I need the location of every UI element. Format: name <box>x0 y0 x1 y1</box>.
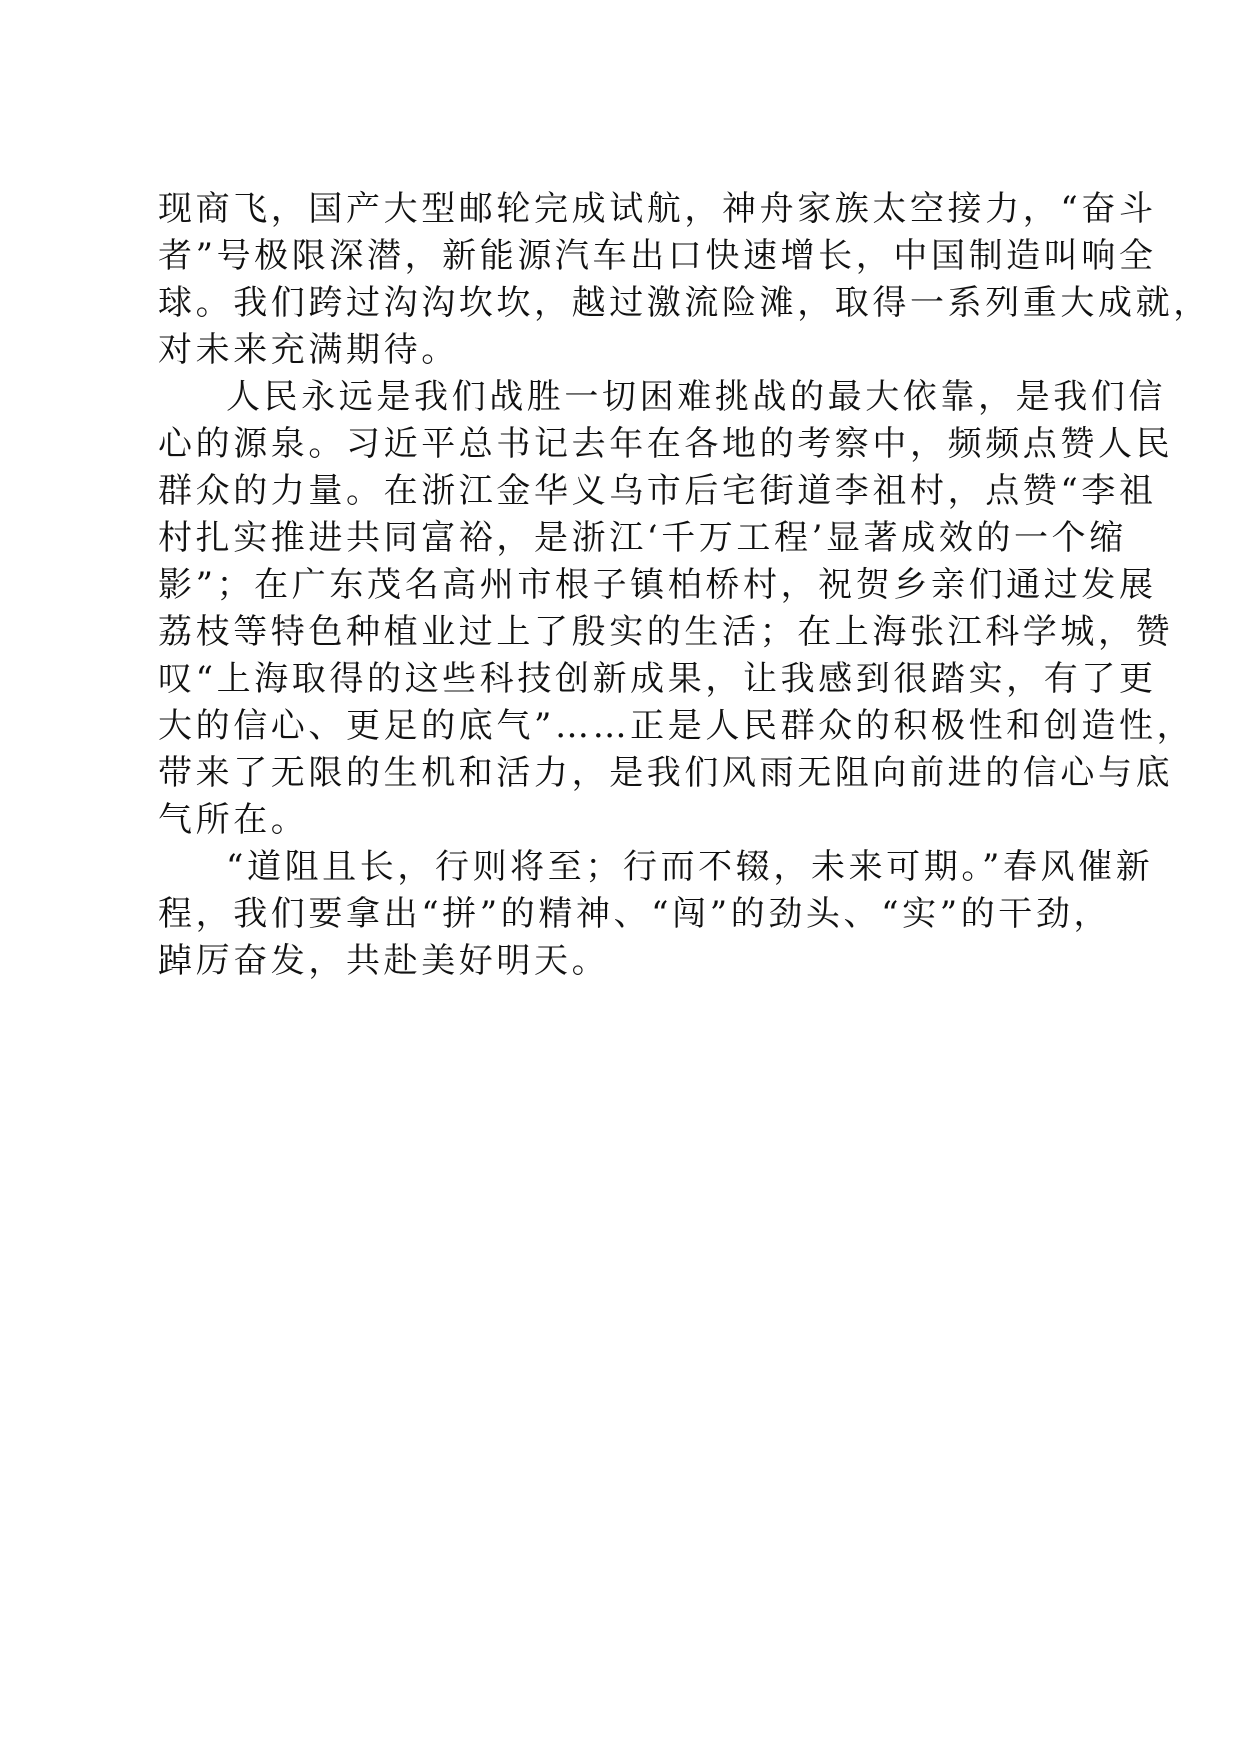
paragraph-line: “道阻且长，行则将至；行而不辍，未来可期。”春风催新 <box>226 847 1154 887</box>
paragraph-line: 村扎实推进共同富裕，是浙江‘千万工程’显著成效的一个缩 <box>158 518 1127 558</box>
paragraph-line: 叹“上海取得的这些科技创新成果，让我感到很踏实，有了更 <box>158 659 1157 699</box>
paragraph-line: 球。我们跨过沟沟坎坎，越过激流险滩，取得一系列重大成就， <box>158 283 1211 323</box>
paragraph-line: 现商飞，国产大型邮轮完成试航，神舟家族太空接力，“奋斗 <box>158 189 1157 229</box>
paragraph-line: 程，我们要拿出“拼”的精神、“闯”的劲头、“实”的干劲， <box>158 894 1112 934</box>
paragraph-line: 对未来充满期待。 <box>158 330 459 370</box>
paragraph-line: 者”号极限深潜，新能源汽车出口快速增长，中国制造叫响全 <box>158 236 1157 276</box>
paragraph-line: 大的信心、更足的底气”……正是人民群众的积极性和创造性， <box>158 706 1195 746</box>
paragraph-line: 荔枝等特色种植业过上了殷实的生活；在上海张江科学城，赞 <box>158 612 1174 652</box>
paragraph-line: 带来了无限的生机和活力，是我们风雨无阻向前进的信心与底 <box>158 753 1174 793</box>
paragraph-line: 人民永远是我们战胜一切困难挑战的最大依靠，是我们信 <box>226 377 1166 417</box>
paragraph-line: 踔厉奋发，共赴美好明天。 <box>158 941 610 981</box>
paragraph-line: 心的源泉。习近平总书记去年在各地的考察中，频频点赞人民 <box>158 424 1174 464</box>
paragraph-3 <box>158 844 1154 985</box>
paragraph-1 <box>158 186 1211 374</box>
document-body <box>158 186 1211 985</box>
paragraph-line: 群众的力量。在浙江金华义乌市后宅街道李祖村，点赞“李祖 <box>158 471 1157 511</box>
paragraph-line: 影”；在广东茂名高州市根子镇柏桥村，祝贺乡亲们通过发展 <box>158 565 1157 605</box>
paragraph-2 <box>158 374 1195 844</box>
paragraph-line: 气所在。 <box>158 800 309 840</box>
